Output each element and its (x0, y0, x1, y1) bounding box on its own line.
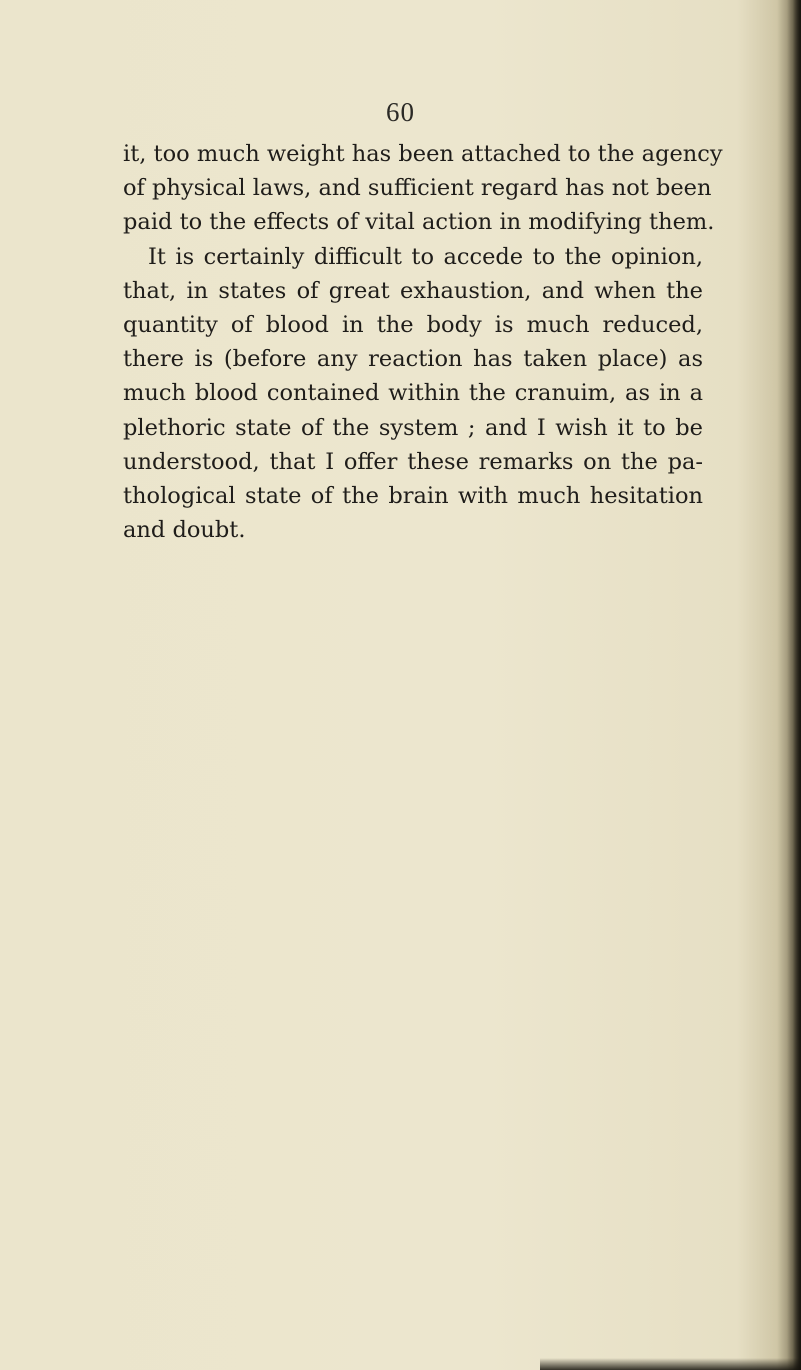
text-line: that, in states of great exhaustion, and when the (123, 277, 703, 304)
text-line: there is (before any reaction has taken place) as (123, 346, 703, 373)
text-line: understood, that I offer these remarks on the pa- (123, 448, 703, 475)
text-line: much blood contained within the cranuim, as in a (123, 380, 703, 407)
text-line: paid to the effects of vital action in modifying them. (123, 209, 715, 236)
text-line: plethoric state of the system ; and I wish it to be (123, 414, 703, 441)
text-line: and doubt. (123, 517, 246, 544)
page-edge-shadow (787, 0, 801, 1370)
text-line: of physical laws, and sufficient regard has not been (123, 175, 712, 202)
text-line: It is certainly difficult to accede to the opinion, (148, 243, 703, 270)
text-line: thological state of the brain with much hesitation (123, 483, 703, 510)
page-number: 60 (386, 97, 415, 127)
page-bottom-shadow (540, 1358, 801, 1370)
text-line: it, too much weight has been attached to the agency (123, 141, 723, 167)
text-line: quantity of blood in the body is much reduced, (123, 312, 703, 339)
body-paragraph (123, 137, 723, 547)
